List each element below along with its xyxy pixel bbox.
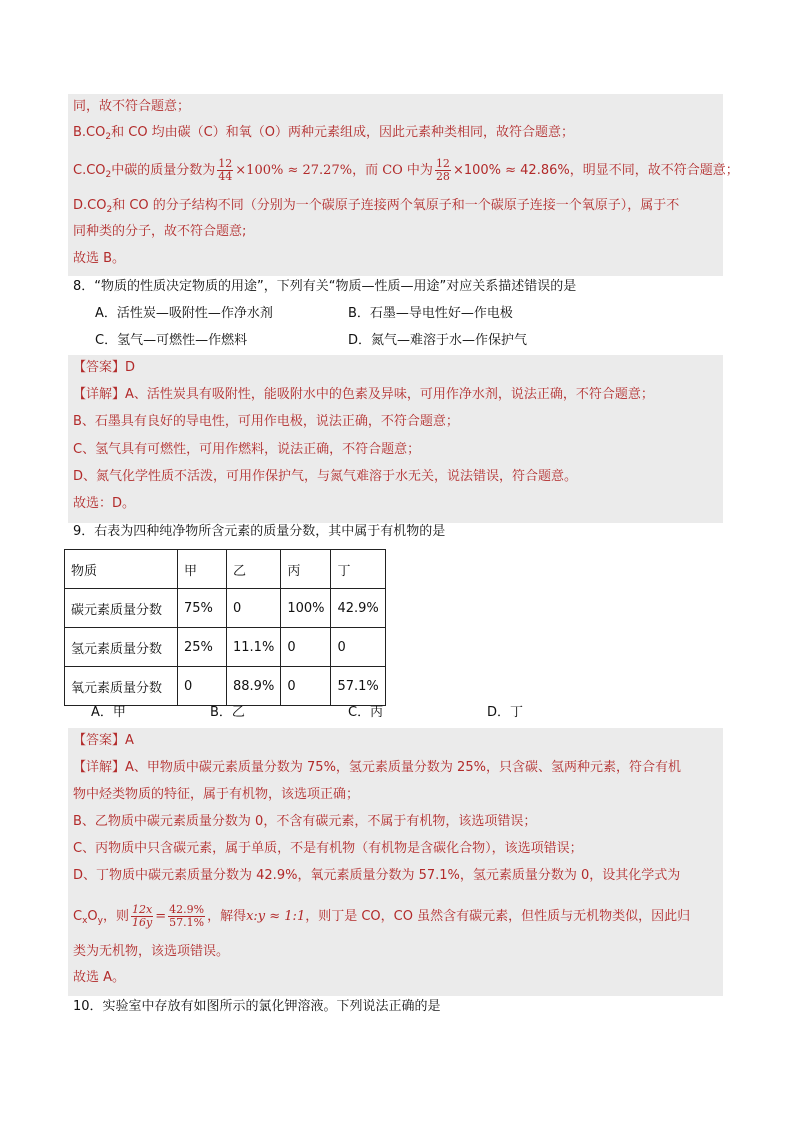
table-cell: 丁: [331, 550, 385, 589]
solution-line: C、氢气具有可燃性，可用作燃料，说法正确，不符合题意；: [73, 442, 421, 457]
table-cell: 88.9%: [227, 667, 281, 706]
solution-line: 故选 B。: [73, 251, 126, 266]
table-cell: 0: [178, 667, 227, 706]
solution-line: $C_xO_y$，则 $\frac{12x}{16y}$ = $\frac{42.9\%}{57.1\%}$ ，解得x:y ≈ 1:1，则丁是 CO，CO 虽然含有碳元素，但性质与无机物类似，因此归: [73, 903, 691, 929]
element-mass-table: [64, 549, 386, 706]
table-cell: 碳元素质量分数: [65, 589, 178, 628]
solution-line: 【详解】A、活性炭具有吸附性，能吸附水中的色素及异味，可用作净水剂，说法正确，不符合题意；: [73, 387, 654, 402]
answer-label: 【答案】A: [73, 733, 134, 748]
table-row: [65, 550, 386, 589]
solution-line: $D.CO_2$和 CO 的分子结构不同（分别为一个碳原子连接两个氧原子和一个碳原子连接一个氧原子），属于不: [73, 198, 680, 215]
solution-line: 物中烃类物质的特征，属于有机物，该选项正确；: [73, 787, 360, 802]
table-cell: 丙: [281, 550, 331, 589]
table-cell: 0: [281, 628, 331, 667]
table-cell: 57.1%: [331, 667, 385, 706]
solution-line: B、石墨具有良好的导电性，可用作电极，说法正确，不符合题意；: [73, 414, 459, 429]
table-cell: 物质: [65, 550, 178, 589]
solution-background: [68, 355, 723, 523]
solution-line: C、丙物质中只含碳元素，属于单质，不是有机物（有机物是含碳化合物），该选项错误；: [73, 841, 583, 856]
table-cell: 氧元素质量分数: [65, 667, 178, 706]
table-cell: 75%: [178, 589, 227, 628]
option-d: D．氮气—难溶于水—作保护气: [348, 333, 528, 348]
option-c: C．丙: [348, 705, 384, 720]
option-a: A．活性炭—吸附性—作净水剂: [95, 306, 273, 321]
question-10-stem: 10．实验室中存放有如图所示的氯化钾溶液。下列说法正确的是: [73, 999, 441, 1014]
solution-line: 故选 A。: [73, 970, 126, 985]
option-c: C．氢气—可燃性—作燃料: [95, 333, 248, 348]
table-cell: 42.9%: [331, 589, 385, 628]
question-8-stem: 8．“物质的性质决定物质的用途”，下列有关“物质—性质—用途”对应关系描述错误的是: [73, 279, 577, 294]
solution-line: B、乙物质中碳元素质量分数为 0，不含有碳元素，不属于有机物，该选项错误；: [73, 814, 537, 829]
solution-background: [68, 94, 723, 276]
option-d: D．丁: [487, 705, 524, 720]
solution-line: 类为无机物，该选项错误。: [73, 944, 230, 959]
option-a: A．甲: [91, 705, 126, 720]
table-row: [65, 628, 386, 667]
solution-line: 【详解】A、甲物质中碳元素质量分数为 75%，氢元素质量分数为 25%，只含碳、氢两种元素，符合有机: [73, 760, 681, 775]
solution-line: D、氮气化学性质不活泼，可用作保护气，与氮气难溶于水无关，说法错误，符合题意。: [73, 469, 578, 484]
option-b: B．石墨—导电性好—作电极: [348, 306, 513, 321]
table-row: [65, 589, 386, 628]
table-cell: 乙: [227, 550, 281, 589]
solution-line: 同，故不符合题意；: [73, 99, 191, 114]
solution-line: $B.CO_2$和 CO 均由碳（C）和氧（O）两种元素组成，因此元素种类相同，故符合题意；: [73, 125, 574, 142]
solution-line: 同种类的分子，故不符合题意;: [73, 224, 247, 239]
fraction: $\frac{12x}{16y}$: [131, 903, 153, 929]
table-row: [65, 667, 386, 706]
table-cell: 25%: [178, 628, 227, 667]
table-cell: 100%: [281, 589, 331, 628]
solution-line: 故选：D。: [73, 496, 136, 511]
table-cell: 甲: [178, 550, 227, 589]
table-cell: 0: [227, 589, 281, 628]
table-cell: 11.1%: [227, 628, 281, 667]
solution-line: D、丁物质中碳元素质量分数为 42.9%，氧元素质量分数为 57.1%，氢元素质量分数为 0，设其化学式为: [73, 868, 681, 883]
table-cell: 0: [281, 667, 331, 706]
option-b: B．乙: [210, 705, 245, 720]
fraction: $\frac{42.9\%}{57.1\%}$: [169, 903, 205, 929]
solution-line: $C.CO_2$中碳的质量分数为 $\frac{12}{44}$ ×100% ≈ 27.27%，而 CO 中为 $\frac{12}{28}$ ×100% ≈ 42.86%，明显不同，故不符合题意；: [73, 157, 739, 183]
fraction: $\frac{12}{44}$: [218, 157, 233, 183]
table-cell: 氢元素质量分数: [65, 628, 178, 667]
question-9-stem: 9．右表为四种纯净物所含元素的质量分数，其中属于有机物的是: [73, 524, 446, 539]
answer-label: 【答案】D: [73, 360, 136, 375]
table-cell: 0: [331, 628, 385, 667]
fraction: $\frac{12}{28}$: [435, 157, 450, 183]
